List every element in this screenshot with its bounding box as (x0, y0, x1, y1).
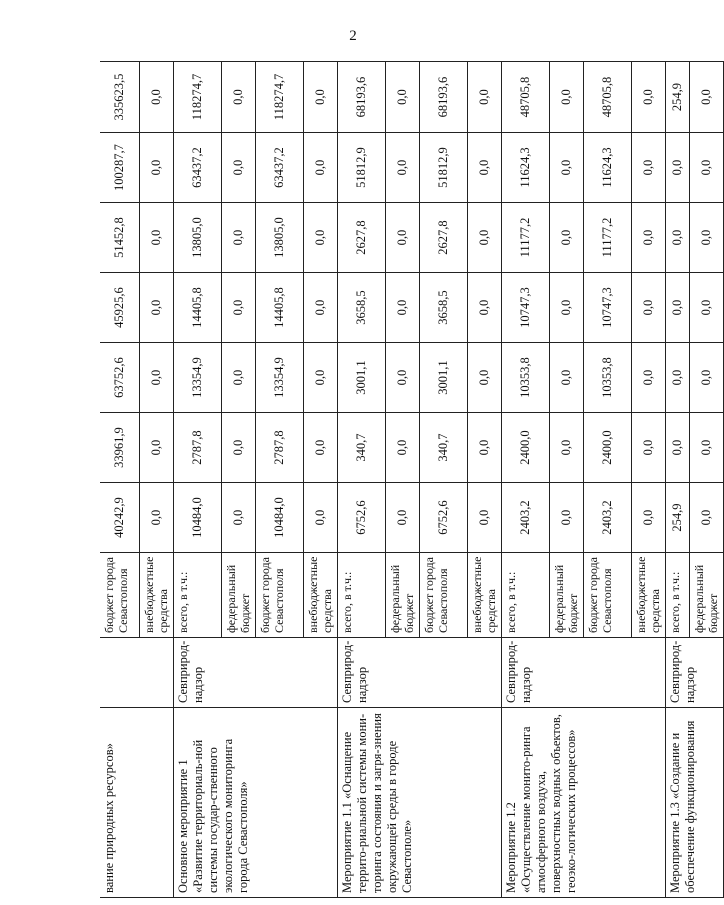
value-cell: 0,0 (689, 413, 723, 483)
value-cell: 48705,8 (583, 62, 631, 133)
value-cell: 0,0 (221, 273, 255, 343)
budget-table (100, 61, 724, 898)
value-cell: 0,0 (631, 413, 665, 483)
funding-source-cell: всего, в т.ч.: (173, 553, 221, 638)
value-cell: 3001,1 (337, 343, 385, 413)
event-name-cell: Мероприятие 1.3 «Создание и обеспечение функционирования (665, 708, 723, 898)
responsible-cell (100, 638, 173, 708)
value-cell: 0,0 (631, 62, 665, 133)
value-cell: 11177,2 (501, 203, 549, 273)
value-cell: 68193,6 (419, 62, 467, 133)
event-name-cell: Мероприятие 1.1 «Оснащение террито-риальной системы мони-торинга состояния и загря-знения окружающей среды в городе Севастополе» (337, 708, 501, 898)
funding-source-cell: федеральный бюджет (549, 553, 583, 638)
value-cell: 0,0 (689, 133, 723, 203)
value-cell: 0,0 (689, 343, 723, 413)
value-cell: 63752,6 (100, 343, 139, 413)
value-cell: 10747,3 (583, 273, 631, 343)
value-cell: 11624,3 (583, 133, 631, 203)
value-cell: 3658,5 (337, 273, 385, 343)
value-cell: 0,0 (631, 343, 665, 413)
value-cell: 340,7 (337, 413, 385, 483)
value-cell: 0,0 (631, 133, 665, 203)
value-cell: 0,0 (385, 62, 419, 133)
value-cell: 0,0 (689, 62, 723, 133)
funding-source-cell: бюджет города Севастополя (100, 553, 139, 638)
table-row (173, 62, 221, 898)
funding-source-cell: всего, в т.ч.: (337, 553, 385, 638)
value-cell: 0,0 (385, 203, 419, 273)
value-cell: 0,0 (221, 133, 255, 203)
table-row (100, 62, 139, 898)
funding-source-cell: всего, в т.ч.: (501, 553, 549, 638)
funding-source-cell: федеральный бюджет (689, 553, 723, 638)
value-cell: 0,0 (467, 483, 501, 553)
value-cell: 340,7 (419, 413, 467, 483)
value-cell: 0,0 (139, 133, 173, 203)
value-cell: 0,0 (665, 203, 689, 273)
event-name-cell: вание природных ресурсов» (100, 708, 173, 898)
value-cell: 0,0 (303, 483, 337, 553)
value-cell: 3658,5 (419, 273, 467, 343)
value-cell: 254,9 (665, 62, 689, 133)
value-cell: 118274,7 (173, 62, 221, 133)
value-cell: 0,0 (221, 343, 255, 413)
value-cell: 335623,5 (100, 62, 139, 133)
value-cell: 2787,8 (255, 413, 303, 483)
value-cell: 0,0 (549, 343, 583, 413)
value-cell: 100287,7 (100, 133, 139, 203)
value-cell: 33961,9 (100, 413, 139, 483)
responsible-cell: Севприрод-надзор (337, 638, 501, 708)
value-cell: 0,0 (385, 273, 419, 343)
value-cell: 0,0 (221, 203, 255, 273)
rotated-table-frame (100, 62, 720, 898)
value-cell: 0,0 (467, 133, 501, 203)
value-cell: 0,0 (303, 343, 337, 413)
value-cell: 2403,2 (501, 483, 549, 553)
funding-source-cell: бюджет города Севастополя (419, 553, 467, 638)
value-cell: 0,0 (549, 133, 583, 203)
value-cell: 51812,9 (337, 133, 385, 203)
value-cell: 0,0 (303, 133, 337, 203)
value-cell: 0,0 (689, 203, 723, 273)
funding-source-cell: всего, в т.ч.: (665, 553, 689, 638)
page-number: 2 (349, 28, 357, 44)
value-cell: 63437,2 (173, 133, 221, 203)
value-cell: 6752,6 (337, 483, 385, 553)
value-cell: 0,0 (467, 343, 501, 413)
value-cell: 0,0 (467, 203, 501, 273)
value-cell: 0,0 (631, 203, 665, 273)
value-cell: 10747,3 (501, 273, 549, 343)
value-cell: 10353,8 (583, 343, 631, 413)
value-cell: 2627,8 (337, 203, 385, 273)
value-cell: 13805,0 (173, 203, 221, 273)
value-cell: 0,0 (303, 413, 337, 483)
value-cell: 0,0 (385, 343, 419, 413)
value-cell: 40242,9 (100, 483, 139, 553)
value-cell: 0,0 (385, 413, 419, 483)
value-cell: 254,9 (665, 483, 689, 553)
value-cell: 0,0 (303, 62, 337, 133)
value-cell: 11624,3 (501, 133, 549, 203)
value-cell: 0,0 (139, 203, 173, 273)
funding-source-cell: внебюджетные средства (631, 553, 665, 638)
funding-source-cell: внебюджетные средства (467, 553, 501, 638)
event-name-cell: Основное мероприятие 1 «Развитие территориаль-ной системы государ-ственного экологического мониторинга города Севастополя» (173, 708, 337, 898)
funding-source-cell: бюджет города Севастополя (583, 553, 631, 638)
value-cell: 0,0 (549, 203, 583, 273)
table-row (665, 62, 689, 898)
value-cell: 2400,0 (501, 413, 549, 483)
funding-source-cell: внебюджетные средства (139, 553, 173, 638)
value-cell: 2627,8 (419, 203, 467, 273)
value-cell: 0,0 (467, 413, 501, 483)
value-cell: 0,0 (303, 273, 337, 343)
funding-source-cell: федеральный бюджет (221, 553, 255, 638)
value-cell: 6752,6 (419, 483, 467, 553)
value-cell: 0,0 (221, 483, 255, 553)
value-cell: 0,0 (665, 343, 689, 413)
value-cell: 0,0 (385, 133, 419, 203)
value-cell: 51452,8 (100, 203, 139, 273)
value-cell: 68193,6 (337, 62, 385, 133)
value-cell: 0,0 (385, 483, 419, 553)
value-cell: 2403,2 (583, 483, 631, 553)
table-body (100, 62, 723, 898)
value-cell: 0,0 (665, 273, 689, 343)
value-cell: 48705,8 (501, 62, 549, 133)
value-cell: 13354,9 (173, 343, 221, 413)
value-cell: 0,0 (139, 413, 173, 483)
value-cell: 0,0 (467, 62, 501, 133)
value-cell: 45925,6 (100, 273, 139, 343)
value-cell: 0,0 (549, 483, 583, 553)
value-cell: 0,0 (221, 413, 255, 483)
value-cell: 0,0 (139, 273, 173, 343)
funding-source-cell: внебюджетные средства (303, 553, 337, 638)
value-cell: 0,0 (549, 62, 583, 133)
value-cell: 0,0 (467, 273, 501, 343)
value-cell: 10353,8 (501, 343, 549, 413)
value-cell: 0,0 (631, 273, 665, 343)
value-cell: 0,0 (665, 413, 689, 483)
value-cell: 10484,0 (173, 483, 221, 553)
value-cell: 118274,7 (255, 62, 303, 133)
responsible-cell: Севприрод-надзор (665, 638, 723, 708)
value-cell: 14405,8 (255, 273, 303, 343)
value-cell: 13354,9 (255, 343, 303, 413)
responsible-cell: Севприрод-надзор (173, 638, 337, 708)
value-cell: 2787,8 (173, 413, 221, 483)
value-cell: 0,0 (665, 133, 689, 203)
value-cell: 0,0 (221, 62, 255, 133)
value-cell: 13805,0 (255, 203, 303, 273)
value-cell: 3001,1 (419, 343, 467, 413)
funding-source-cell: бюджет города Севастополя (255, 553, 303, 638)
table-row (501, 62, 549, 898)
value-cell: 0,0 (139, 343, 173, 413)
event-name-cell: Мероприятие 1.2 «Осуществление монито-ринга атмосферного воздуха, поверхностных водных объектов, геоэко-логических процессов» (501, 708, 665, 898)
value-cell: 0,0 (303, 203, 337, 273)
table-row (337, 62, 385, 898)
funding-source-cell: федеральный бюджет (385, 553, 419, 638)
value-cell: 0,0 (139, 62, 173, 133)
value-cell: 10484,0 (255, 483, 303, 553)
value-cell: 0,0 (139, 483, 173, 553)
value-cell: 51812,9 (419, 133, 467, 203)
value-cell: 11177,2 (583, 203, 631, 273)
responsible-cell: Севприрод-надзор (501, 638, 665, 708)
value-cell: 0,0 (549, 413, 583, 483)
value-cell: 2400,0 (583, 413, 631, 483)
value-cell: 63437,2 (255, 133, 303, 203)
value-cell: 0,0 (549, 273, 583, 343)
value-cell: 0,0 (689, 273, 723, 343)
value-cell: 0,0 (689, 483, 723, 553)
value-cell: 14405,8 (173, 273, 221, 343)
value-cell: 0,0 (631, 483, 665, 553)
